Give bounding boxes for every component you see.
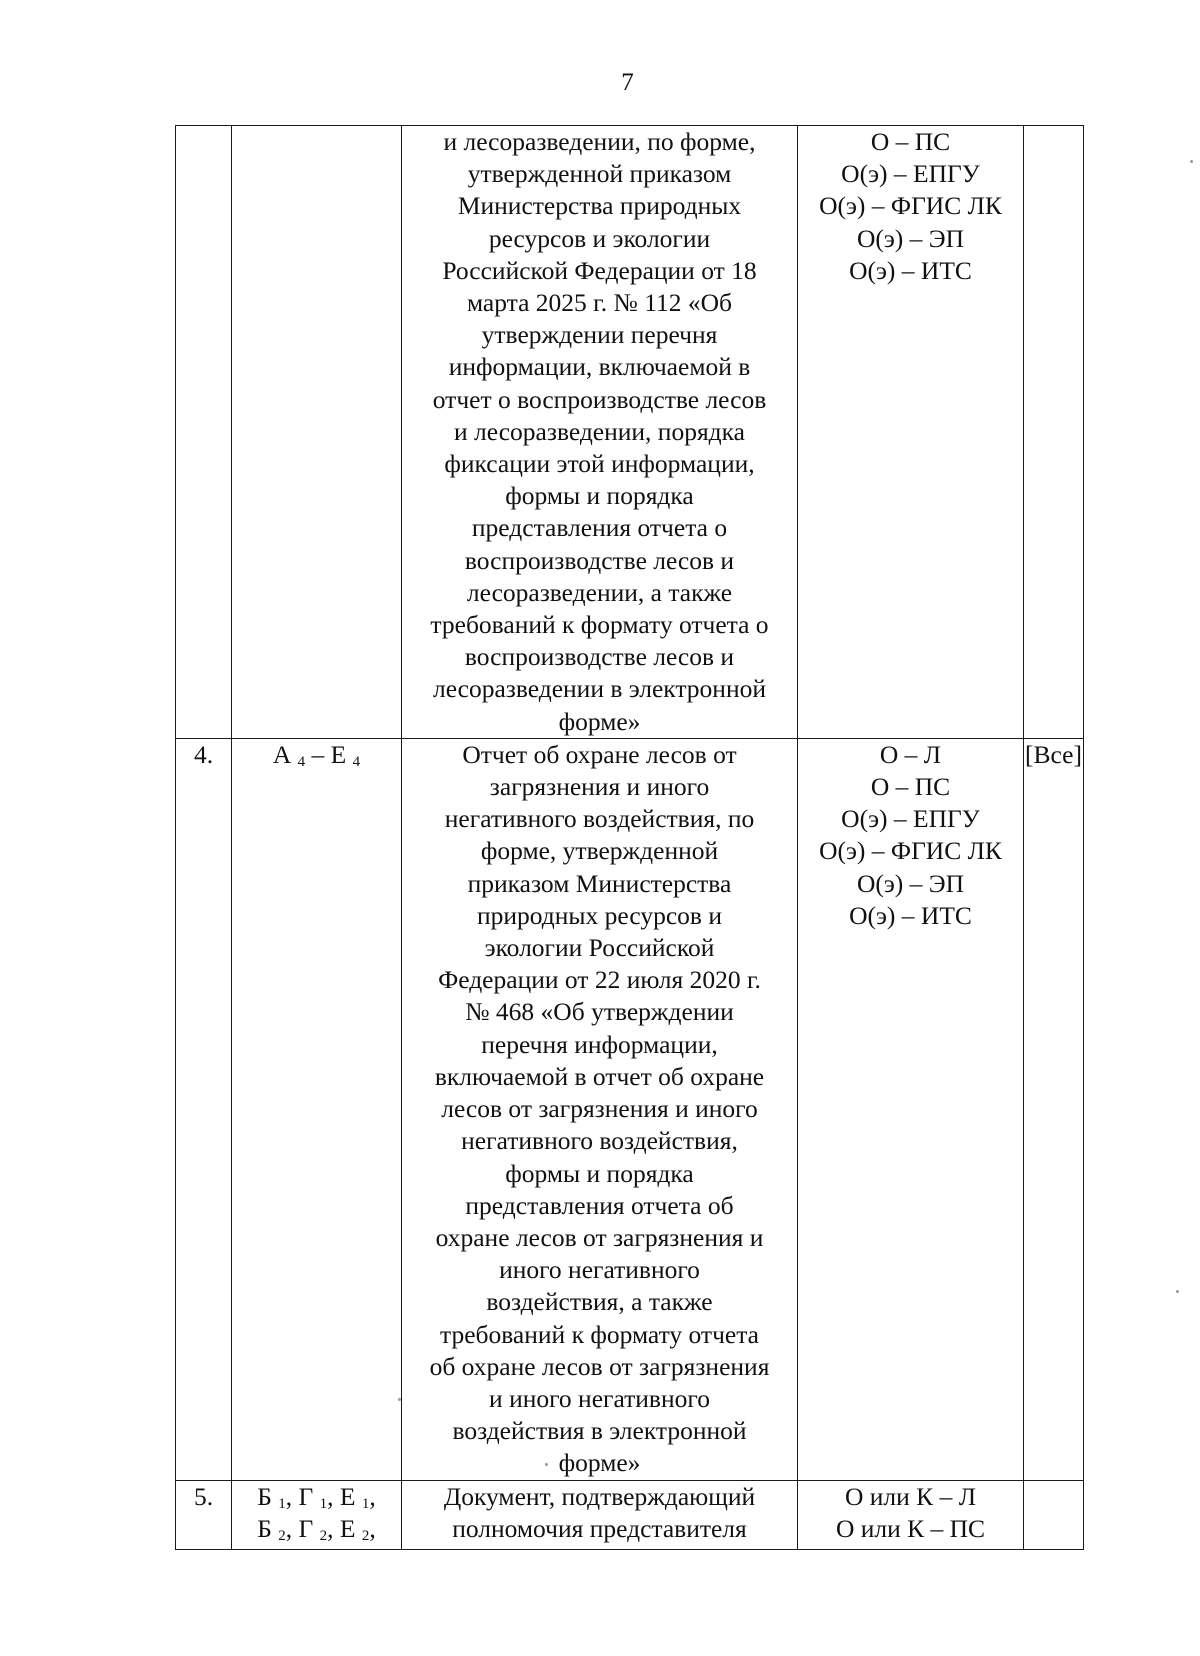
description-line: формы и порядка bbox=[505, 481, 694, 511]
description-line: ресурсов и экологии bbox=[488, 223, 711, 253]
description-line: Федерации от 22 июля 2020 г. bbox=[438, 965, 761, 995]
method-line: О(э) – ФГИС ЛК bbox=[819, 191, 1002, 221]
method-line: О(э) – ЭП bbox=[856, 223, 965, 253]
requirements-table bbox=[175, 125, 1084, 1550]
method-line: О – Л bbox=[879, 739, 942, 769]
code-subscript: 2 bbox=[319, 1527, 328, 1544]
table-row bbox=[176, 1480, 1084, 1549]
table-row bbox=[176, 738, 1084, 1480]
document-description-cell bbox=[402, 1480, 798, 1549]
document-description-cell bbox=[402, 738, 798, 1480]
method-line: О(э) – ФГИС ЛК bbox=[819, 836, 1002, 866]
scan-speck bbox=[545, 1463, 548, 1466]
description-line: утвержденной приказом bbox=[467, 159, 732, 189]
code-text: А bbox=[272, 739, 298, 769]
description-line: загрязнения и иного bbox=[489, 772, 710, 802]
description-line: экологии Российской bbox=[484, 933, 715, 963]
description-line: утверждении перечня bbox=[481, 320, 718, 350]
document-description-cell bbox=[402, 126, 798, 739]
applicant-code-cell bbox=[232, 738, 402, 1480]
description-line: включаемой в отчет об охране bbox=[434, 1061, 765, 1091]
description-line: Министерства природных bbox=[457, 191, 742, 221]
description-line: лесоразведении, а также bbox=[466, 577, 733, 607]
method-line: О(э) – ЭП bbox=[856, 868, 965, 898]
description-line: фиксации этой информации, bbox=[444, 449, 755, 479]
code-text: Б bbox=[257, 1481, 279, 1511]
table-row bbox=[176, 126, 1084, 739]
page-number: 7 bbox=[621, 69, 634, 96]
row-number: 5. bbox=[193, 1481, 214, 1511]
description-line: воздействия, а также bbox=[486, 1287, 713, 1317]
description-line: иного негативного bbox=[499, 1255, 700, 1285]
code-subscript: 1 bbox=[278, 1495, 286, 1512]
description-line: воспроизводстве лесов и bbox=[464, 545, 735, 575]
description-line: отчет о воспроизводстве лесов bbox=[432, 384, 767, 414]
code-text: , bbox=[369, 1481, 376, 1511]
description-line: охране лесов от загрязнения и bbox=[435, 1222, 764, 1252]
description-line: требований к формату отчета о bbox=[430, 610, 769, 640]
description-line: форме, утвержденной bbox=[480, 836, 719, 866]
row-number-cell bbox=[176, 1480, 232, 1549]
description-line: природных ресурсов и bbox=[476, 900, 722, 930]
description-line: и лесоразведении, порядка bbox=[454, 416, 745, 446]
method-line: О – ПС bbox=[870, 772, 951, 802]
method-line: О или К – Л bbox=[845, 1481, 976, 1511]
description-line: приказом Министерства bbox=[467, 868, 732, 898]
description-line: требований к формату отчета bbox=[439, 1319, 759, 1349]
submission-method-cell bbox=[798, 1480, 1024, 1549]
description-line: об охране лесов от загрязнения bbox=[429, 1351, 770, 1381]
scan-speck bbox=[1176, 1290, 1179, 1293]
applicant-code-line bbox=[232, 1513, 401, 1545]
method-line: О(э) – ИТС bbox=[849, 255, 972, 285]
code-text: , Г bbox=[285, 1513, 320, 1543]
description-line: информации, включаемой в bbox=[448, 352, 751, 382]
method-line: О или К – ПС bbox=[835, 1513, 986, 1543]
row-number-cell bbox=[176, 738, 232, 1480]
method-line: О(э) – ЕПГУ bbox=[841, 159, 980, 189]
method-line: О – ПС bbox=[870, 127, 951, 156]
row-number-cell bbox=[176, 126, 232, 739]
description-line: полномочия представителя bbox=[452, 1513, 747, 1543]
description-line: и иного негативного bbox=[489, 1383, 710, 1413]
scope-cell bbox=[1024, 126, 1084, 739]
code-subscript: 2 bbox=[278, 1527, 286, 1544]
applicant-code-line bbox=[232, 739, 401, 771]
applicant-code-line bbox=[232, 1481, 401, 1513]
scope-cell bbox=[1024, 1480, 1084, 1549]
code-subscript: 1 bbox=[361, 1495, 370, 1512]
description-line: лесоразведении в электронной bbox=[432, 674, 766, 704]
description-line: и лесоразведении, по форме, bbox=[443, 127, 756, 156]
code-subscript: 2 bbox=[361, 1527, 370, 1544]
code-text: , Г bbox=[285, 1481, 320, 1511]
scope-cell bbox=[1024, 738, 1084, 1480]
code-text: , bbox=[369, 1513, 376, 1543]
description-line: № 468 «Об утверждении bbox=[465, 997, 734, 1027]
code-subscript: 1 bbox=[319, 1495, 328, 1512]
submission-method-cell bbox=[798, 126, 1024, 739]
description-line: представления отчета о bbox=[471, 513, 728, 543]
method-line: О(э) – ЕПГУ bbox=[841, 804, 980, 834]
code-text: , Е bbox=[327, 1481, 362, 1511]
code-text: , Е bbox=[327, 1513, 362, 1543]
scope-value: [Все] bbox=[1025, 739, 1082, 769]
method-line: О(э) – ИТС bbox=[849, 900, 972, 930]
code-text: Б bbox=[257, 1513, 279, 1543]
applicant-code-cell bbox=[232, 126, 402, 739]
code-subscript: 4 bbox=[352, 753, 361, 770]
description-line: марта 2025 г. № 112 «Об bbox=[466, 288, 733, 318]
description-line: форме» bbox=[558, 1448, 641, 1478]
description-line: Российской Федерации от 18 bbox=[442, 255, 757, 285]
row-number: 4. bbox=[193, 739, 214, 769]
description-line: лесов от загрязнения и иного bbox=[441, 1094, 758, 1124]
description-line: воздействия в электронной bbox=[452, 1416, 747, 1446]
description-line: Документ, подтверждающий bbox=[443, 1481, 756, 1511]
description-line: негативного воздействия, по bbox=[444, 804, 755, 834]
description-line: представления отчета об bbox=[465, 1190, 734, 1220]
code-subscript: 4 bbox=[297, 753, 306, 770]
scan-speck bbox=[1190, 160, 1193, 163]
submission-method-cell bbox=[798, 738, 1024, 1480]
description-line: формы и порядка bbox=[505, 1158, 694, 1188]
description-line: воспроизводстве лесов и bbox=[464, 642, 735, 672]
description-line: перечня информации, bbox=[481, 1029, 718, 1059]
description-line: Отчет об охране лесов от bbox=[462, 739, 737, 769]
scan-speck bbox=[398, 1398, 401, 1401]
description-line: форме» bbox=[558, 706, 641, 736]
applicant-code-cell bbox=[232, 1480, 402, 1549]
code-text: – Е bbox=[305, 739, 353, 769]
description-line: негативного воздействия, bbox=[461, 1126, 738, 1156]
